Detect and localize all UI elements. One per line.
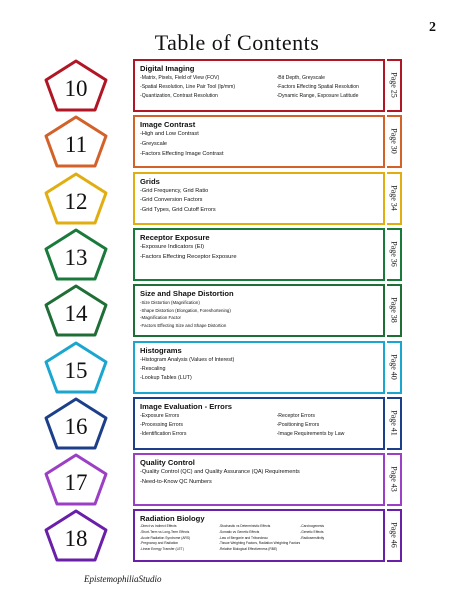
chapter-pentagon-badge <box>43 59 109 112</box>
chapter-number: 15 <box>64 357 88 383</box>
topic-item: -Pregnancy and Radiation <box>140 541 179 546</box>
chapter-pentagon-badge <box>43 115 109 168</box>
chapter-pentagon-badge <box>43 453 109 506</box>
chapter-title: Radiation Biology <box>140 514 205 524</box>
studio-signature: EpistemophiliaStudio <box>84 574 162 584</box>
chapter-title: Image Contrast <box>140 120 196 130</box>
chapter-pentagon-badge <box>43 341 109 394</box>
toc-entry-13[interactable] <box>43 228 411 281</box>
chapter-title: Histograms <box>140 345 182 355</box>
topic-item: -Stochastic vs Deterministic Effects <box>218 524 271 529</box>
toc-entry-16[interactable] <box>43 397 411 450</box>
page-reference: Page 46 <box>389 522 399 549</box>
chapter-number: 11 <box>64 132 88 158</box>
chapter-title: Grids <box>140 176 160 186</box>
topic-item: -Size Distortion (Magnification) <box>140 300 200 306</box>
toc-entry-18[interactable] <box>43 509 411 562</box>
topic-columns <box>140 74 379 100</box>
chapter-pentagon-badge <box>43 228 109 281</box>
topic-item: -Quality Control (QC) and Quality Assurance (QA) Requirements <box>140 469 300 476</box>
chapter-number: 16 <box>64 413 88 439</box>
topic-list-left <box>140 130 379 159</box>
chapter-box <box>133 59 385 112</box>
topic-list-right <box>277 412 379 439</box>
topic-list-left <box>140 74 277 100</box>
chapter-number: 12 <box>64 188 88 214</box>
toc-entry-11[interactable] <box>43 115 411 168</box>
topic-item: -Factors Effecting Image Contrast <box>140 150 224 157</box>
chapter-number: 17 <box>64 470 88 496</box>
topic-item: -Magnification Factor <box>140 315 181 321</box>
topic-list-middle <box>219 524 300 552</box>
topic-list-left <box>140 412 277 439</box>
topic-item: -High and Low Contrast <box>140 131 199 138</box>
chapter-box <box>133 453 385 506</box>
topic-item: -Direct vs Indirect Effects <box>140 524 177 529</box>
chapter-box <box>133 341 385 394</box>
topic-item: -Quantization, Contrast Resolution <box>140 92 218 99</box>
topic-list-left <box>140 299 379 329</box>
topic-columns <box>140 524 379 552</box>
topic-list-right <box>300 524 379 552</box>
chapter-pentagon-badge <box>43 509 109 562</box>
topic-item: -Matrix, Pixels, Field of View (FOV) <box>140 75 220 81</box>
topic-item: -Relative Biological Effectiveness (RBE) <box>218 547 278 552</box>
page-reference: Page 30 <box>389 128 399 155</box>
chapter-box <box>133 172 385 225</box>
chapter-title: Size and Shape Distortion <box>140 289 234 299</box>
topic-item: -Greyscale <box>140 140 168 147</box>
topic-item: -Identification Errors <box>140 430 187 437</box>
topic-item: -Image Requirements by Law <box>276 430 345 437</box>
topic-item: -Factors Effecting Receptor Exposure <box>140 253 237 260</box>
toc-entry-10[interactable] <box>43 59 411 112</box>
chapter-number: 14 <box>64 301 88 327</box>
chapter-title: Quality Control <box>140 458 195 468</box>
page-reference: Page 36 <box>389 241 399 267</box>
page-reference: Page 25 <box>389 72 399 98</box>
toc-entry-15[interactable] <box>43 341 411 394</box>
chapter-number: 10 <box>64 76 88 101</box>
topic-item: -Acute Radiation Syndrome (ARS) <box>140 535 191 540</box>
topic-item: -Radiosensitivity <box>300 535 325 540</box>
topic-item: -Somatic vs Genetic Effects <box>218 530 260 535</box>
topic-list-right <box>277 74 379 100</box>
topic-item: -Bit Depth, Greyscale <box>276 75 325 81</box>
topic-item: -Genetic Effects <box>300 530 324 535</box>
topic-item: -Grid Types, Grid Cutoff Errors <box>140 206 216 213</box>
topic-item: -Grid Conversion Factors <box>140 197 203 204</box>
topic-item: -Short-Term vs Long-Term Effects <box>140 530 190 535</box>
topic-item: -Receptor Errors <box>276 412 315 419</box>
page-reference: Page 40 <box>389 353 399 380</box>
topic-item: -Shape Distortion (Elongation, Foreshortening) <box>140 307 231 313</box>
chapter-title: Digital Imaging <box>140 64 195 73</box>
topic-item: -Dynamic Range, Exposure Latitude <box>276 92 359 99</box>
chapter-number: 13 <box>64 244 88 270</box>
chapter-box <box>133 397 385 450</box>
topic-item: -Law of Bergonie and Tribondeau <box>218 535 268 540</box>
chapter-title: Image Evaluation - Errors <box>140 401 232 411</box>
toc-entry-12[interactable] <box>43 172 411 225</box>
topic-item: -Positioning Errors <box>276 421 320 428</box>
chapter-pentagon-badge <box>43 397 109 450</box>
topic-item: -Processing Errors <box>140 421 183 428</box>
page-reference: Page 43 <box>389 466 399 492</box>
chapter-box <box>133 284 385 337</box>
page-reference: Page 38 <box>389 297 399 323</box>
page-reference: Page 34 <box>389 184 399 211</box>
topic-item: -Lookup Tables (LUT) <box>140 375 192 382</box>
chapter-number: 18 <box>64 526 88 552</box>
chapter-box <box>133 115 385 168</box>
topic-list-left <box>140 187 379 216</box>
chapter-title: Receptor Exposure <box>140 232 210 242</box>
chapter-pentagon-badge <box>43 284 109 337</box>
topic-list-left <box>140 356 379 384</box>
topic-item: -Histogram Analysis (Values of Interest) <box>140 356 235 363</box>
topic-item: -Exposure Indicators (EI) <box>140 243 205 250</box>
topic-item: -Rescaling <box>140 365 166 372</box>
topic-item: -Exposure Errors <box>140 412 180 419</box>
topic-list-left <box>140 524 219 552</box>
toc-entry-14[interactable] <box>43 284 411 337</box>
topic-list-left <box>140 243 379 263</box>
topic-item: -Factors Effecting Spatial Resolution <box>276 83 359 90</box>
chapter-pentagon-badge <box>43 172 109 225</box>
topic-item: -Linear Energy Transfer (LET) <box>140 547 184 552</box>
chapter-box <box>133 509 385 562</box>
topic-item: -Factors Effecting Size and Shape Distortion <box>140 322 227 328</box>
chapter-box <box>133 228 385 281</box>
toc-entry-17[interactable] <box>43 453 411 506</box>
topic-item: -Tissue Weighting Factors, Radiation Weighting Factors <box>218 541 301 546</box>
page-reference: Page 41 <box>389 410 399 436</box>
topic-item: -Spatial Resolution, Line Pair Tool (lp/mm) <box>140 83 236 90</box>
page-number: 2 <box>429 20 436 35</box>
topic-item: -Need-to-Know QC Numbers <box>140 478 212 485</box>
page-title: Table of Contents <box>154 30 320 55</box>
topic-columns <box>140 412 379 439</box>
topic-item: -Carcinogenesis <box>300 524 324 529</box>
topic-item: -Grid Frequency, Grid Ratio <box>140 187 209 194</box>
topic-list-left <box>140 468 379 487</box>
